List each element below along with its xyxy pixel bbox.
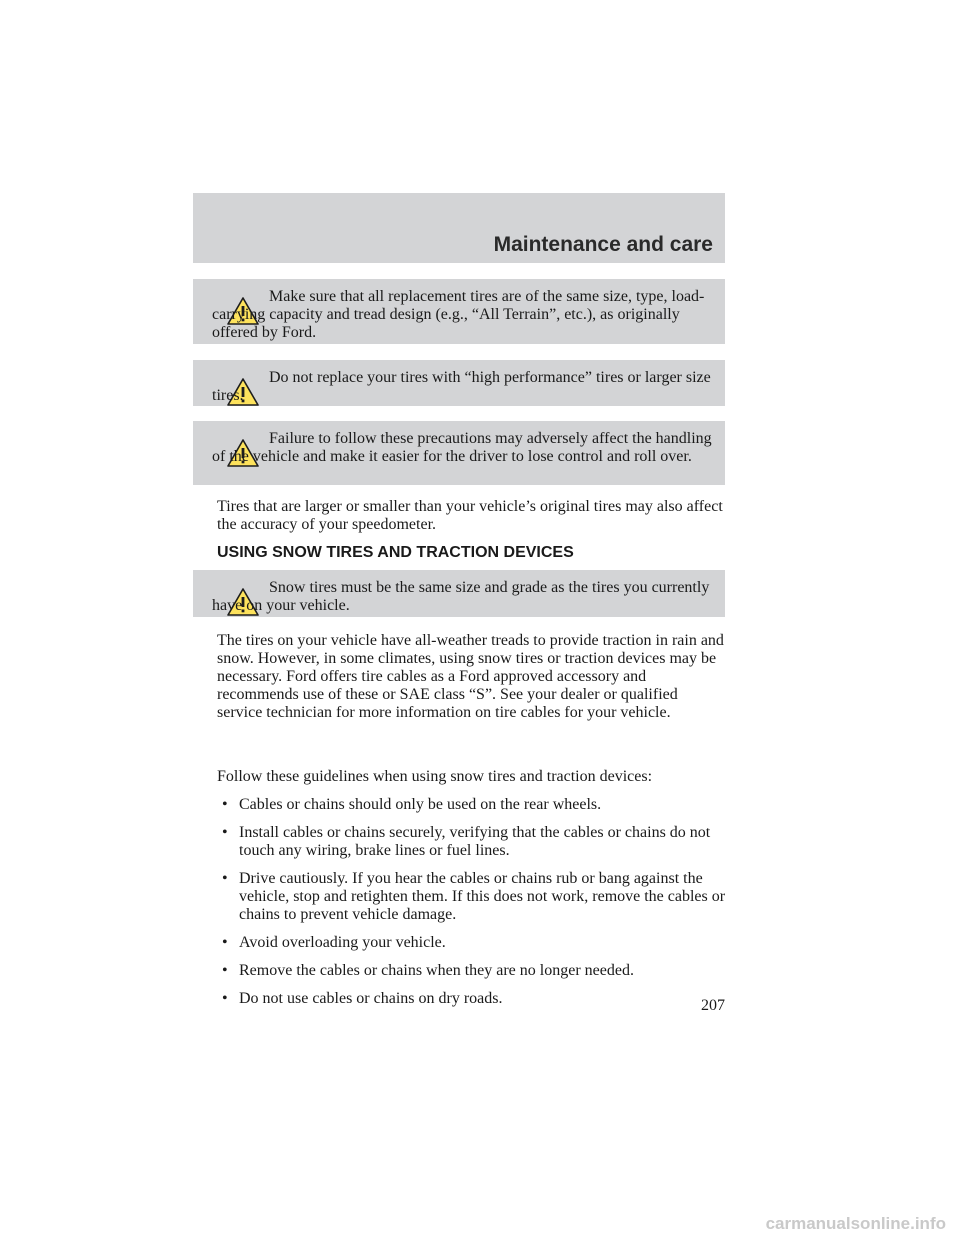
guidelines-list	[217, 796, 727, 1018]
list-item-text: Avoid overloading your vehicle.	[239, 934, 446, 951]
warning-box-snow-tires	[193, 570, 725, 617]
list-item	[217, 934, 727, 952]
warning-text: Snow tires must be the same size and grade as the tires you currently have on your vehicle.	[212, 579, 710, 614]
list-item	[217, 990, 727, 1008]
page-section-title: Maintenance and care	[493, 233, 713, 256]
warning-box-replacement-tires	[193, 279, 725, 344]
list-item-text: Install cables or chains securely, verifying that the cables or chains do not touch any wiring, brake lines or fuel lines.	[239, 824, 711, 859]
header-band	[193, 193, 725, 263]
list-item-text: Do not use cables or chains on dry roads.	[239, 990, 503, 1007]
warning-text: Make sure that all replacement tires are of the same size, type, load-carrying capacity and tread design (e.g., “All Terrain”, etc.), as originally offered by Ford.	[212, 288, 705, 341]
warning-box-high-performance	[193, 360, 725, 406]
paragraph-all-weather-treads: The tires on your vehicle have all-weather treads to provide traction in rain and snow. However, in some climates, using snow tires or traction devices may be necessary. Ford offers tire cables as a Ford approved accessory and recommends use of these or SAE class “S”. See your dealer or qualified service technician for more information on tire cables for your vehicle.	[217, 632, 724, 721]
list-item	[217, 796, 727, 814]
bullet-icon: •	[222, 990, 228, 1007]
paragraph-speedometer: Tires that are larger or smaller than your vehicle’s original tires may also affect the accuracy of your speedometer.	[217, 498, 723, 533]
bullet-icon: •	[222, 824, 228, 841]
warning-box-precautions	[193, 421, 725, 485]
watermark: carmanualsonline.info	[765, 1214, 946, 1233]
list-item	[217, 870, 727, 924]
bullet-icon: •	[222, 962, 228, 979]
list-item	[217, 962, 727, 980]
bullet-icon: •	[222, 796, 228, 813]
warning-text: Do not replace your tires with “high performance” tires or larger size tires.	[212, 369, 711, 404]
bullet-icon: •	[222, 934, 228, 951]
bullet-icon: •	[222, 870, 228, 887]
list-item-text: Drive cautiously. If you hear the cables or chains rub or bang against the vehicle, stop and retighten them. If this does not work, remove the cables or chains to prevent vehicle damage.	[239, 870, 726, 923]
list-item	[217, 824, 727, 860]
list-item-text: Cables or chains should only be used on the rear wheels.	[239, 796, 602, 813]
section-heading: USING SNOW TIRES AND TRACTION DEVICES	[217, 544, 574, 561]
page-number: 207	[701, 997, 725, 1014]
warning-text: Failure to follow these precautions may adversely affect the handling of the vehicle and make it easier for the driver to lose control and roll over.	[212, 430, 712, 465]
paragraph-guidelines-intro: Follow these guidelines when using snow tires and traction devices:	[217, 768, 653, 785]
list-item-text: Remove the cables or chains when they are no longer needed.	[239, 962, 634, 979]
